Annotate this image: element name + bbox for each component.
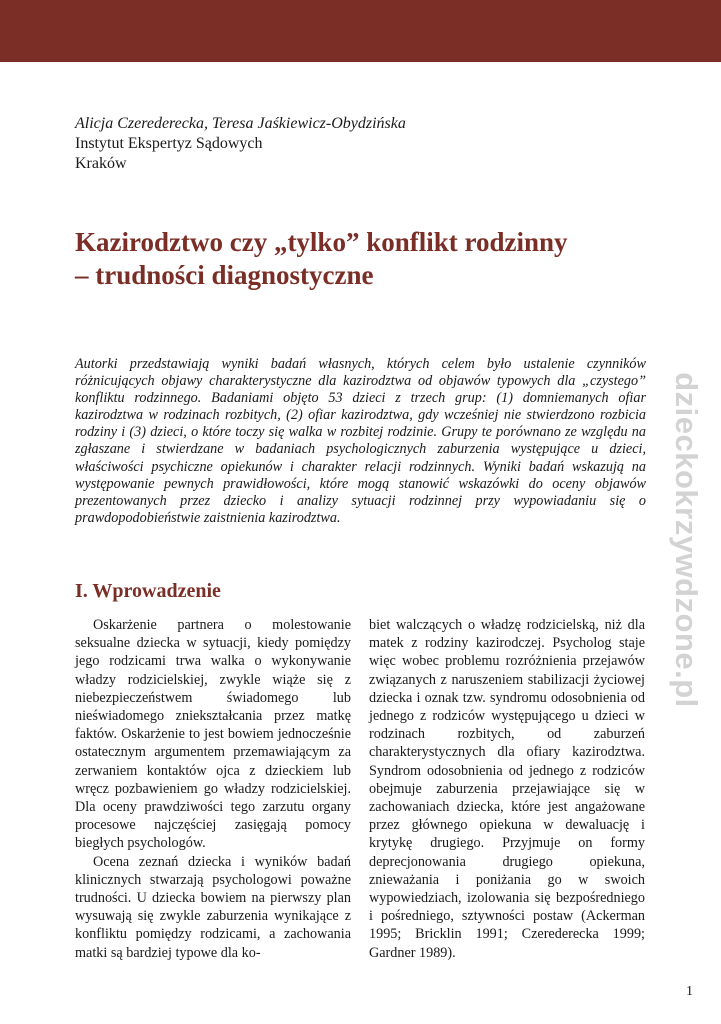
paragraph: Ocena zeznań dziecka i wyników badań klinicznych stwarzają psychologowi poważne trudności. U dziecka bowiem na pierwszy plan wysuwają się zwykle zaburzenia wynikające z konfliktu pomiędzy rodzicami, a zachowania matki są bardziej typowe dla ko-	[75, 853, 351, 961]
author-block	[75, 114, 406, 174]
page-number: 1	[686, 984, 693, 999]
section-heading: I. Wprowadzenie	[75, 580, 221, 602]
article-title	[75, 226, 675, 292]
watermark-text: dzieckokrzywdzone.pl	[669, 372, 705, 708]
title-line-2: – trudności diagnostyczne	[75, 260, 374, 290]
abstract: Autorki przedstawiają wyniki badań własnych, których celem było ustalenie czynników różnicujących objawy charakterystyczne dla kazirodztwa od objawów typowych dla „czystego” konfliktu rodzinnego. Badaniami objęto 53 dzieci z trzech grup: (1) domniemanych ofiar kazirodztwa w rodzinach rozbitych, (2) ofiar kazirodztwa, gdy wcześniej nie stwierdzono rozbicia rodziny i (3) dzieci, o które toczy się walka w rozbitej rodzinie. Grupy te porównano ze względu na zgłaszane i stwierdzane w badaniach psychologicznych zaburzenia występujące u dzieci, właściwości psychiczne opiekunów i charakter relacji rodzinnych. Wyniki badań wskazują na występowanie pewnych prawidłowości, które mogą stanowić wskazówki do oceny objawów prezentowanych przez dziecko i analizy sytuacji rodzinnej przy wypowiadaniu się o prawdopodobieństwie zaistnienia kazirodztwa.	[75, 356, 646, 526]
paragraph: biet walczących o władzę rodzicielską, niż dla matek z rodziny kazirodczej. Psycholog staje więc wobec problemu rozróżnienia przejawów związanych z naruszeniem stabilizacji życiowej dziecka i oznak tzw. syndromu odosobnienia od jednego z rodziców występującego u dzieci w rodzinach rozbitych, od zaburzeń charakterystycznych dla ofiary kazirodztwa. Syndrom odosobnienia od jednego z rodziców obejmuje zaburzenia przejawiające się w zachowaniach dziecka, które jest angażowane przez głównego opiekuna w dewaluację i krytykę drugiego. Przyjmuje on formy deprecjonowania drugiego opiekuna, znieważania i poniżania go w swoich wypowiedziach, izolowania się bezpośredniego i pośredniego, sztywności postaw (Ackerman 1995; Bricklin 1991; Czerederecka 1999; Gardner 1989).	[369, 617, 645, 961]
header-band	[0, 0, 721, 62]
title-line-1: Kazirodztwo czy „tylko” konflikt rodzinny	[75, 227, 568, 257]
authors: Alicja Czerederecka, Teresa Jaśkiewicz-Obydzińska	[75, 115, 406, 132]
left-column	[75, 616, 351, 962]
institute: Instytut Ekspertyz Sądowych	[75, 135, 263, 152]
right-column	[369, 616, 645, 962]
watermark	[668, 372, 705, 708]
paragraph: Oskarżenie partnera o molestowanie seksualne dziecka w sytuacji, kiedy pomiędzy jego rodzicami trwa walka o wykonywanie władzy rodzicielskiej, zwykle wiąże się z niebezpieczeństwem świadomego lub nieświadomego zniekształcania przez matkę faktów. Oskarżenie to jest bowiem jednocześnie ostatecznym argumentem przemawiającym za zerwaniem kontaktów ojca z dzieckiem lub wręcz pozbawieniem go władzy rodzicielskiej. Dla oceny prawdziwości tego zarzutu organy procesowe najczęściej zasięgają pomocy biegłych psychologów.	[75, 617, 351, 852]
city: Kraków	[75, 155, 127, 172]
